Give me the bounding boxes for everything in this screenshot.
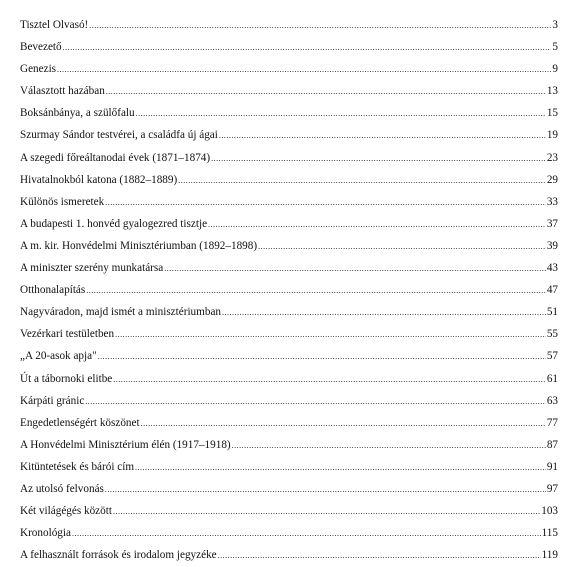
dot-leader <box>136 103 546 125</box>
toc-entry-page-number: 77 <box>546 416 558 429</box>
dot-leader <box>222 302 546 324</box>
toc-entry-page-number: 119 <box>541 549 558 562</box>
toc-entry-title: Kárpáti gránic <box>20 394 85 407</box>
toc-entry <box>20 102 558 124</box>
dot-leader <box>164 258 546 280</box>
toc-entry-page-number: 33 <box>546 195 558 208</box>
table-of-contents <box>20 14 558 566</box>
toc-entry <box>20 345 558 367</box>
toc-entry-title: Szurmay Sándor testvérei, a családfa új ágai <box>20 129 218 142</box>
toc-entry-page-number: 61 <box>546 372 558 385</box>
toc-entry-title: A miniszter szerény munkatársa <box>20 262 164 275</box>
dot-leader <box>106 81 546 103</box>
toc-entry-page-number: 13 <box>546 85 558 98</box>
toc-entry-title: Különös ismeretek <box>20 195 105 208</box>
toc-entry-page-number: 5 <box>552 41 558 54</box>
toc-entry-page-number: 51 <box>546 306 558 319</box>
toc-entry <box>20 456 558 478</box>
toc-entry-page-number: 43 <box>546 262 558 275</box>
toc-entry-title: Bevezető <box>20 41 62 54</box>
dot-leader <box>63 37 552 59</box>
toc-entry-page-number: 15 <box>546 107 558 120</box>
toc-entry <box>20 544 558 566</box>
toc-entry-page-number: 57 <box>546 350 558 363</box>
toc-entry-title: Tisztel Olvasó! <box>20 19 89 31</box>
toc-entry <box>20 390 558 412</box>
dot-leader <box>219 125 546 147</box>
toc-entry-title: Otthonalapítás <box>20 284 86 297</box>
dot-leader <box>105 192 546 214</box>
toc-entry <box>20 500 558 522</box>
dot-leader <box>57 59 551 81</box>
toc-entry <box>20 147 558 169</box>
dot-leader <box>105 479 546 501</box>
toc-entry-title: A m. kir. Honvédelmi Minisztériumban (1892–1898) <box>20 239 258 252</box>
toc-entry-title: Vezérkari testületben <box>20 328 115 341</box>
toc-entry <box>20 36 558 58</box>
toc-entry <box>20 235 558 257</box>
toc-entry <box>20 478 558 500</box>
toc-entry <box>20 213 558 235</box>
toc-entry <box>20 257 558 279</box>
dot-leader <box>232 435 546 457</box>
toc-entry-page-number: 115 <box>541 527 558 540</box>
toc-entry-page-number: 29 <box>546 173 558 186</box>
toc-entry-page-number: 9 <box>552 63 558 76</box>
toc-entry-title: A szegedi főreáltanodai évek (1871–1874) <box>20 151 211 164</box>
toc-entry <box>20 14 558 36</box>
toc-entry <box>20 368 558 390</box>
toc-entry-page-number: 97 <box>546 482 558 495</box>
dot-leader <box>135 457 546 479</box>
toc-entry-title: A Honvédelmi Minisztérium élén (1917–1918) <box>20 438 231 451</box>
toc-entry-title: Genezis <box>20 63 57 76</box>
toc-entry <box>20 522 558 544</box>
toc-entry-title: Nagyváradon, majd ismét a minisztériumban <box>20 306 222 319</box>
toc-entry-page-number: 91 <box>546 460 558 473</box>
toc-entry-page-number: 87 <box>546 438 558 451</box>
dot-leader <box>113 369 546 391</box>
toc-entry <box>20 169 558 191</box>
toc-entry-page-number: 63 <box>546 394 558 407</box>
toc-entry-title: A felhasznált források és irodalom jegyzéke <box>20 549 217 562</box>
dot-leader <box>113 501 540 523</box>
toc-entry-title: Hivatalnokból katona (1882–1889) <box>20 173 178 186</box>
toc-entry-title: A budapesti 1. honvéd gyalogezred tisztje <box>20 217 208 230</box>
dot-leader <box>72 523 541 545</box>
dot-leader <box>211 148 546 170</box>
dot-leader <box>98 346 546 368</box>
toc-entry <box>20 434 558 456</box>
toc-entry-title: „A 20-asok apja" <box>20 350 97 363</box>
dot-leader <box>85 391 546 413</box>
toc-entry <box>20 301 558 323</box>
toc-entry-title: Út a tábornoki elitbe <box>20 372 113 385</box>
toc-entry <box>20 412 558 434</box>
dot-leader <box>208 214 546 236</box>
dot-leader <box>178 170 546 192</box>
dot-leader <box>218 545 541 567</box>
toc-entry-page-number: 39 <box>546 239 558 252</box>
toc-entry-page-number: 37 <box>546 217 558 230</box>
toc-entry-title: Kronológia <box>20 527 71 540</box>
toc-entry <box>20 279 558 301</box>
dot-leader <box>89 15 551 37</box>
toc-entry-title: Két világégés között <box>20 505 112 518</box>
toc-entry-page-number: 3 <box>552 19 558 31</box>
toc-entry <box>20 80 558 102</box>
dot-leader <box>258 236 546 258</box>
dot-leader <box>141 413 546 435</box>
toc-entry-page-number: 47 <box>546 284 558 297</box>
toc-entry-title: Boksánbánya, a szülőfalu <box>20 107 135 120</box>
toc-entry-page-number: 19 <box>546 129 558 142</box>
dot-leader <box>115 324 546 346</box>
toc-entry <box>20 191 558 213</box>
toc-entry <box>20 58 558 80</box>
dot-leader <box>86 280 546 302</box>
toc-entry-title: Engedetlenségért köszönet <box>20 416 140 429</box>
toc-entry-page-number: 23 <box>546 151 558 164</box>
toc-entry-title: Kitüntetések és bárói cím <box>20 460 135 473</box>
toc-entry-page-number: 55 <box>546 328 558 341</box>
toc-entry <box>20 124 558 146</box>
toc-entry-title: Az utolsó felvonás <box>20 482 104 495</box>
toc-entry-page-number: 103 <box>541 505 558 518</box>
toc-entry <box>20 323 558 345</box>
toc-entry-title: Választott hazában <box>20 85 105 98</box>
